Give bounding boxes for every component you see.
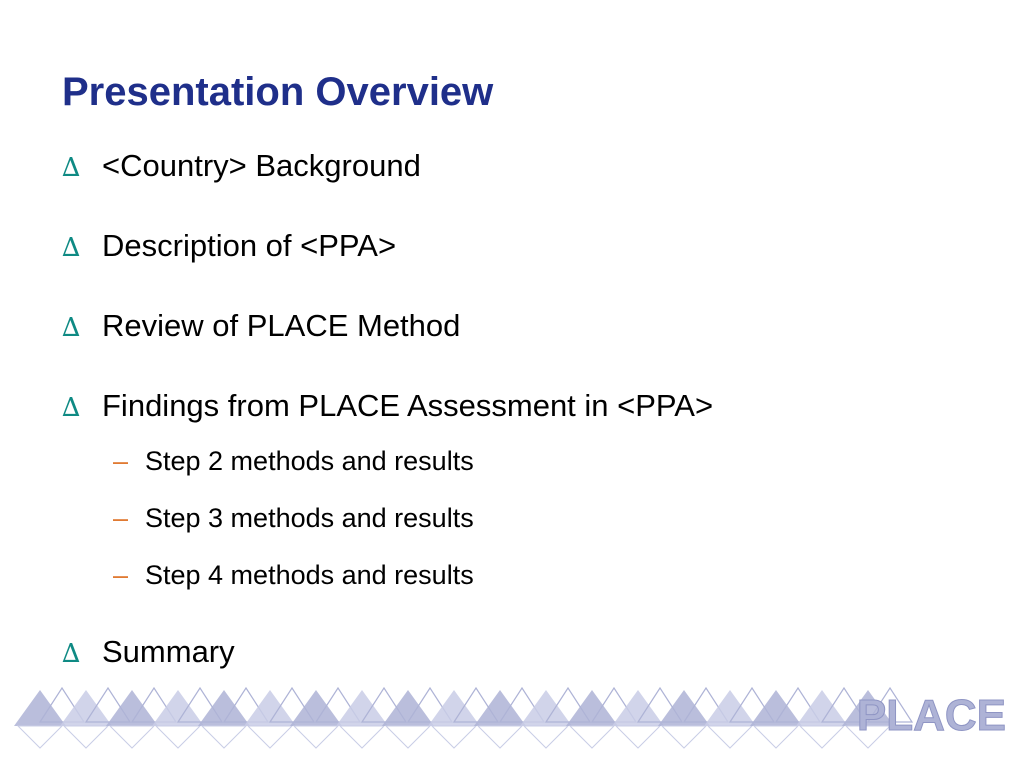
banner-triangle [474,690,526,726]
dash-bullet-icon: – [113,560,129,590]
delta-bullet-icon: ∆ [62,639,81,669]
banner-triangle [796,690,848,726]
sub-bullet-item [113,503,474,534]
dash-bullet-icon: – [113,503,129,533]
bullet-text: Description of <PPA> [102,228,397,263]
banner-triangle [612,690,664,726]
bullet-text: <Country> Background [102,148,421,183]
banner-triangle [198,690,250,726]
banner-triangle [290,690,342,726]
banner-triangle-outline [478,726,522,748]
banner-triangle-outline [294,726,338,748]
banner-triangle [658,690,710,726]
banner-triangle-outline [570,726,614,748]
sub-bullet-text: Step 3 methods and results [145,503,474,533]
banner-triangle [382,690,434,726]
banner-triangle [244,690,296,726]
banner-triangle-outline [18,726,62,748]
footer-banner [0,676,1024,752]
banner-triangle [106,690,158,726]
dash-bullet-icon: – [113,446,129,476]
banner-triangle [750,690,802,726]
sub-bullet-item [113,560,474,591]
banner-triangle [152,690,204,726]
bullet-item [62,388,713,424]
sub-bullet-item [113,446,474,477]
delta-bullet-icon: ∆ [62,153,81,183]
bullet-item [62,148,421,184]
banner-triangle [566,690,618,726]
sub-bullet-text: Step 2 methods and results [145,446,474,476]
banner-triangle-outline [708,726,752,748]
delta-bullet-icon: ∆ [62,233,81,263]
bullet-text: Findings from PLACE Assessment in <PPA> [102,388,714,423]
bullet-text: Summary [102,634,235,669]
bullet-item [62,228,396,264]
delta-bullet-icon: ∆ [62,393,81,423]
banner-triangle-outline [386,726,430,748]
bullet-item [62,634,235,670]
banner-triangle-outline [524,726,568,748]
banner-triangle-outline [432,726,476,748]
banner-triangle [336,690,388,726]
banner-triangle-outline [340,726,384,748]
banner-triangle [704,690,756,726]
banner-triangle-outline [156,726,200,748]
banner-triangle [520,690,572,726]
banner-triangle [60,690,112,726]
banner-triangle-outline [248,726,292,748]
banner-triangle-outline [754,726,798,748]
banner-triangle-outline [110,726,154,748]
slide-title: Presentation Overview [62,70,494,114]
banner-triangle-outline [662,726,706,748]
banner-triangle-outline [800,726,844,748]
banner-triangle-outline [616,726,660,748]
sub-bullet-text: Step 4 methods and results [145,560,474,590]
banner-triangle [14,690,66,726]
bullet-text: Review of PLACE Method [102,308,461,343]
banner-triangle [428,690,480,726]
triangle-pattern [14,688,912,748]
bullet-item [62,308,460,344]
banner-triangle-outline [64,726,108,748]
place-logo: PLACE [856,691,1006,740]
banner-triangle-outline [202,726,246,748]
delta-bullet-icon: ∆ [62,313,81,343]
